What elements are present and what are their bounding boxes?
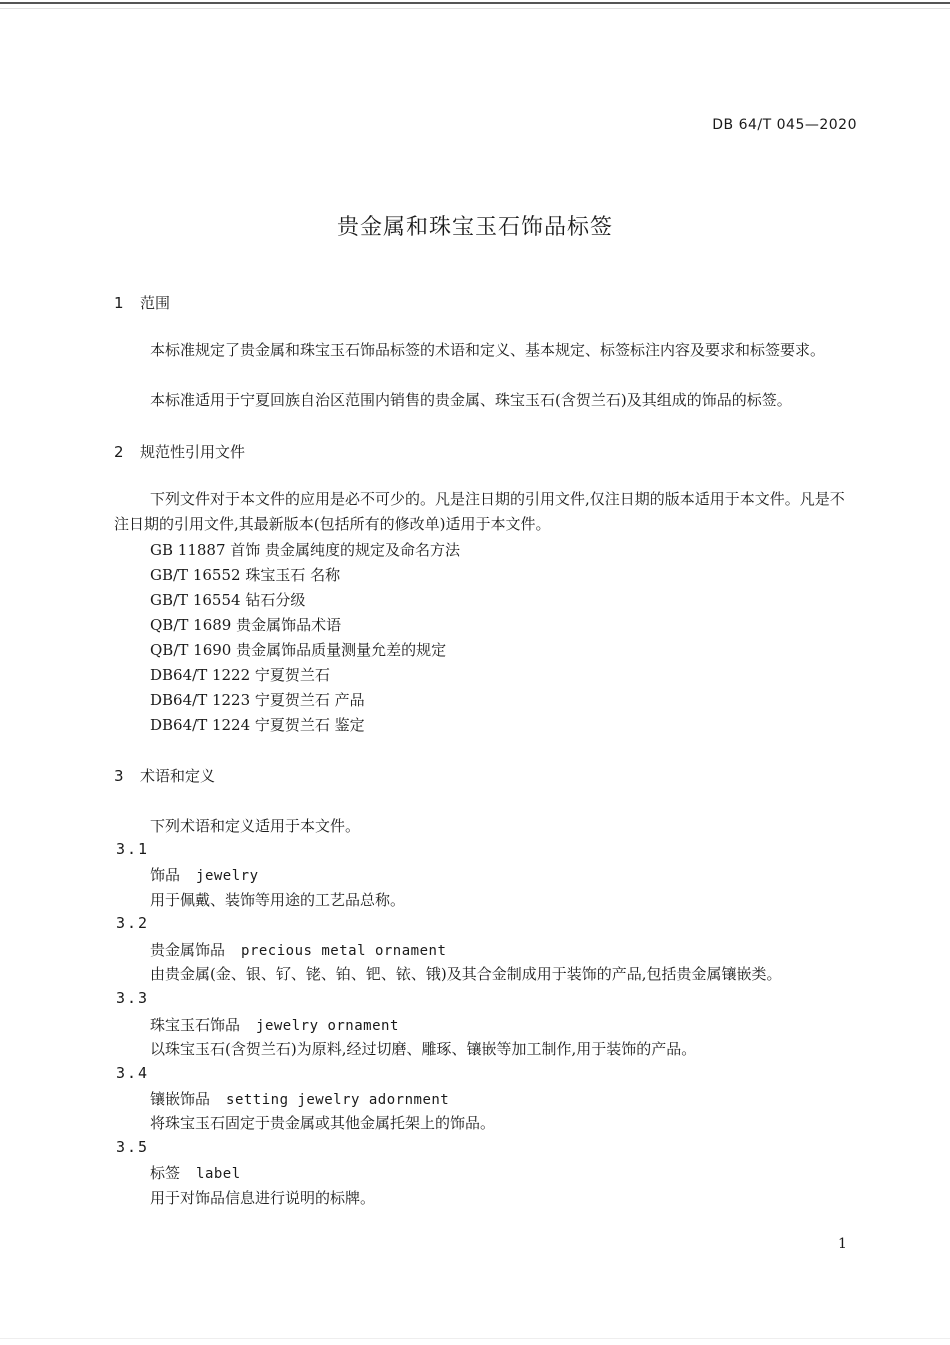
reference-item: DB64/T 1223 宁夏贺兰石 产品 xyxy=(150,691,365,709)
section-3-heading xyxy=(114,765,215,786)
reference-item: QB/T 1690 贵金属饰品质量测量允差的规定 xyxy=(150,641,447,659)
document-title: 贵金属和珠宝玉石饰品标签 xyxy=(336,215,613,240)
term-zh: 标签 xyxy=(150,1164,181,1182)
term-definition: 用于对饰品信息进行说明的标牌。 xyxy=(150,1189,376,1207)
term-zh: 贵金属饰品 xyxy=(150,941,226,959)
term-heading xyxy=(150,1014,399,1035)
section-1-number: 1 xyxy=(114,294,124,312)
term-definition: 以珠宝玉石(含贺兰石)为原料,经过切磨、雕琢、镶嵌等加工制作,用于装饰的产品。 xyxy=(150,1040,697,1058)
scan-top-edge xyxy=(0,2,950,4)
term-number: 3.5 xyxy=(116,1138,150,1156)
term-en: setting jewelry adornment xyxy=(226,1092,450,1108)
reference-item: DB64/T 1224 宁夏贺兰石 鉴定 xyxy=(150,716,365,734)
term-en: jewelry xyxy=(196,868,259,884)
term-definition: 由贵金属(金、银、钌、铑、铂、钯、铱、锇)及其合金制成用于装饰的产品,包括贵金属镶嵌类。 xyxy=(150,965,782,983)
term-number: 3.2 xyxy=(116,914,150,932)
section-2-number: 2 xyxy=(114,443,124,461)
term-en: label xyxy=(196,1166,241,1182)
section-2-title: 规范性引用文件 xyxy=(140,443,246,461)
term-heading xyxy=(150,1162,241,1183)
reference-item: GB/T 16552 珠宝玉石 名称 xyxy=(150,566,341,584)
term-en: precious metal ornament xyxy=(241,943,447,959)
term-zh: 珠宝玉石饰品 xyxy=(150,1016,241,1034)
term-definition: 将珠宝玉石固定于贵金属或其他金属托架上的饰品。 xyxy=(150,1114,496,1132)
term-number: 3.1 xyxy=(116,840,150,858)
term-definition: 用于佩戴、装饰等用途的工艺品总称。 xyxy=(150,891,406,909)
reference-item: GB 11887 首饰 贵金属纯度的规定及命名方法 xyxy=(150,541,461,559)
section-1-heading xyxy=(114,292,170,313)
reference-item: DB64/T 1222 宁夏贺兰石 xyxy=(150,666,330,684)
term-zh: 镶嵌饰品 xyxy=(150,1090,211,1108)
term-en: jewelry ornament xyxy=(256,1018,399,1034)
section-2-heading xyxy=(114,441,245,462)
scan-top-edge-faint xyxy=(0,8,950,9)
term-zh: 饰品 xyxy=(150,866,181,884)
section-2-intro: 下列文件对于本文件的应用是必不可少的。凡是注日期的引用文件,仅注日期的版本适用于本文件。凡是不注日期的引用文件,其最新版本(包括所有的修改单)适用于本文件。 xyxy=(114,490,845,533)
page-number: 1 xyxy=(838,1236,847,1252)
standard-code: DB 64/T 045—2020 xyxy=(712,117,857,133)
scan-bottom-edge xyxy=(0,1338,950,1339)
section-1-paragraph-2: 本标准适用于宁夏回族自治区范围内销售的贵金属、珠宝玉石(含贺兰石)及其组成的饰品的标签。 xyxy=(150,391,792,409)
term-heading xyxy=(150,1088,449,1109)
reference-item: QB/T 1689 贵金属饰品术语 xyxy=(150,616,342,634)
section-3-title: 术语和定义 xyxy=(140,767,216,785)
reference-item: GB/T 16554 钻石分级 xyxy=(150,591,306,609)
section-3-number: 3 xyxy=(114,767,124,785)
term-number: 3.3 xyxy=(116,989,150,1007)
term-number: 3.4 xyxy=(116,1064,150,1082)
term-heading xyxy=(150,939,446,960)
term-heading xyxy=(150,864,259,885)
section-3-intro: 下列术语和定义适用于本文件。 xyxy=(150,817,361,835)
section-1-title: 范围 xyxy=(140,294,171,312)
section-1-paragraph-1: 本标准规定了贵金属和珠宝玉石饰品标签的术语和定义、基本规定、标签标注内容及要求和标签要求。 xyxy=(150,341,826,359)
